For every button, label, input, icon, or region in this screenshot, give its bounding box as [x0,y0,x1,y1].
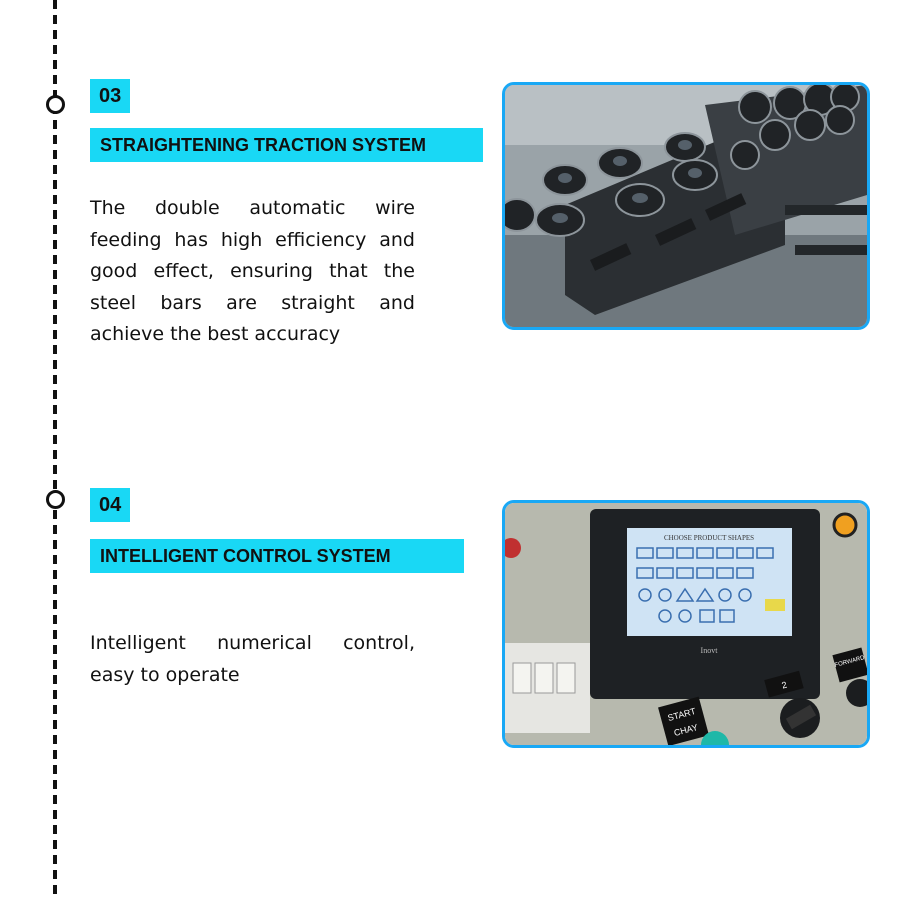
brand-label: Inovt [700,646,718,655]
section-number-04: 04 [90,488,130,522]
section-number-03: 03 [90,79,130,113]
straightening-rollers-photo [502,82,870,330]
switch-label: 2 [780,679,788,691]
forward-label: FORWARD [834,655,866,669]
section-description-03: The double automatic wire feeding has high efficiency and good effect, ensuring that the steel bars are straight and achieve the best accuracy [90,197,415,345]
screen-header: CHOOSE PRODUCT SHAPES [663,534,755,542]
control-panel-illustration [505,503,867,745]
start-label: START [666,706,697,724]
section-description-04: Intelligent numerical control, easy to operate [90,632,415,686]
section-title-03: STRAIGHTENING TRACTION SYSTEM [90,128,483,162]
section-title-04: INTELLIGENT CONTROL SYSTEM [90,539,464,573]
control-panel-photo [502,500,870,748]
timeline-node-04 [46,490,65,509]
chay-label: CHAY [672,722,699,739]
timeline-line [53,0,57,900]
rollers-illustration [505,85,867,327]
timeline-node-03 [46,95,65,114]
